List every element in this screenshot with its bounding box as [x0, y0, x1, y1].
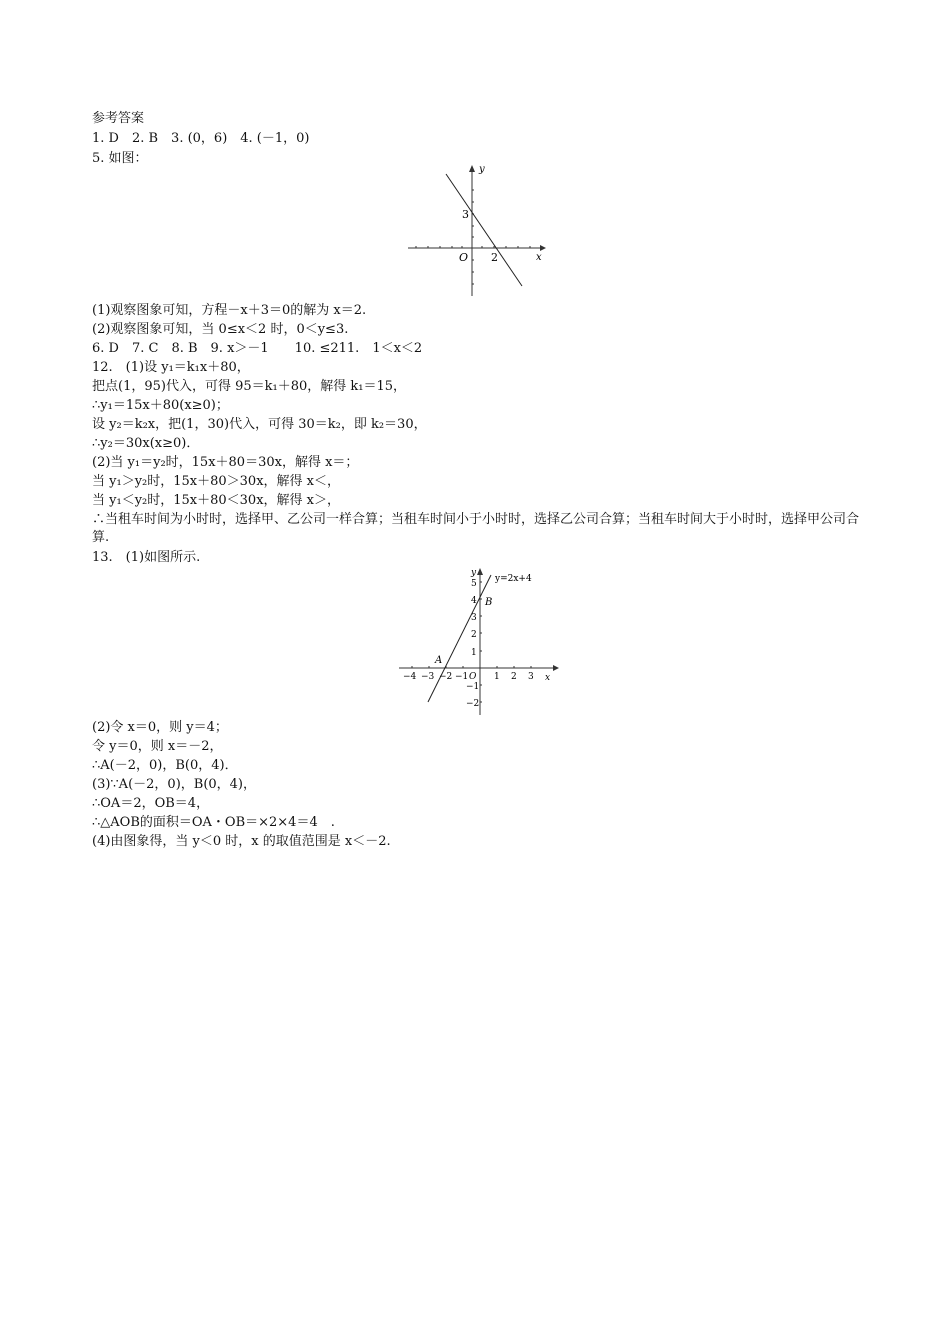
fig1-x-label: x	[536, 252, 542, 263]
fig2-x-tick: 1	[494, 672, 500, 682]
fig1-y-intercept-label: 3	[462, 208, 469, 221]
fig1-x-arrow	[540, 245, 546, 251]
figure-2-graph	[395, 565, 565, 720]
fig2-x-tick: −1	[455, 672, 469, 682]
fig2-y-tick: 4	[471, 596, 477, 606]
q12-line-3: ∴y₁＝15x＋80(x≥0)；	[92, 398, 229, 413]
q12-line-8: 当 y₁＜y₂时，15x＋80＜30x，解得 x＞，	[92, 493, 340, 508]
fig2-x-tick: 2	[511, 672, 517, 682]
q13-line-1: 13. (1)如图所示.	[92, 550, 201, 565]
fig1-origin-label: O	[459, 251, 469, 264]
q12-line-2: 把点(1，95)代入，可得 95＝k₁＋80，解得 k₁＝15，	[92, 379, 407, 394]
fig2-y-tick: 1	[471, 648, 477, 658]
fig2-x-tick: O	[469, 672, 477, 682]
fig2-x-arrow	[553, 665, 559, 671]
q12-line-4: 设 y₂＝k₂x，把(1，30)代入，可得 30＝k₂，即 k₂＝30，	[92, 417, 427, 432]
q5-part2: (2)观察图象可知，当 0≤x＜2 时，0＜y≤3.	[92, 322, 349, 337]
q13-line-7: ∴△AOB的面积＝OA・OB＝×2×4＝4 .	[92, 815, 335, 830]
fig2-y-tick: −1	[466, 682, 480, 692]
fig2-point-a: A	[435, 655, 443, 666]
fig1-y-arrow	[469, 165, 475, 172]
q13-line-5: (3)∵A(－2，0)，B(0，4)，	[92, 777, 256, 792]
q5-part1: (1)观察图象可知，方程－x＋3＝0的解为 x＝2.	[92, 303, 367, 318]
q13-line-4: ∴A(－2，0)，B(0，4)．	[92, 758, 238, 773]
answers-6-11: 6. D 7. C 8. B 9. x＞－1 10. ≤211. 1＜x＜2	[92, 341, 423, 356]
fig2-y-tick: −2	[466, 699, 480, 709]
fig2-x-label: x	[545, 673, 551, 683]
fig1-function-line	[446, 174, 522, 286]
fig2-x-tick: −4	[403, 672, 417, 682]
q12-line-9: ∴当租车时间为小时时，选择甲、乙公司一样合算；当租车时间小于小时时，选择乙公司合算；当租车时间大于小时时，选择甲公司合算.	[92, 512, 860, 545]
fig2-line-label: y=2x+4	[495, 574, 532, 584]
fig2-x-tick: −3	[421, 672, 435, 682]
fig2-y-label: y	[471, 568, 477, 578]
fig2-y-tick: 3	[471, 613, 477, 623]
q13-line-2: (2)令 x＝0，则 y＝4；	[92, 720, 228, 735]
q13-line-3: 令 y＝0，则 x＝－2，	[92, 739, 223, 754]
fig2-y-tick: 2	[471, 630, 477, 640]
fig2-function-line	[428, 575, 491, 702]
q13-line-6: ∴OA＝2，OB＝4，	[92, 796, 210, 811]
fig1-y-label: y	[479, 164, 485, 175]
fig2-y-tick: 5	[471, 579, 477, 589]
q12-line-1: 12. (1)设 y₁＝k₁x＋80，	[92, 360, 250, 375]
fig2-x-tick: 3	[528, 672, 534, 682]
figure-1-graph	[400, 160, 550, 300]
q5-intro: 5. 如图：	[92, 151, 148, 166]
fig2-point-b: B	[485, 597, 493, 608]
q12-line-6: (2)当 y₁＝y₂时，15x＋80＝30x，解得 x＝；	[92, 455, 359, 470]
fig1-x-intercept-label: 2	[491, 251, 498, 264]
fig2-x-tick: −2	[439, 672, 453, 682]
q12-line-7: 当 y₁＞y₂时，15x＋80＞30x，解得 x＜，	[92, 474, 340, 489]
fig2-y-arrow	[477, 568, 483, 575]
answers-1-4: 1. D 2. B 3. (0，6) 4. (－1，0)	[92, 131, 310, 146]
q13-line-8: (4)由图象得，当 y＜0 时，x 的取值范围是 x＜－2.	[92, 834, 391, 849]
q12-line-5: ∴y₂＝30x(x≥0)．	[92, 436, 200, 451]
answer-heading: 参考答案	[92, 111, 145, 126]
